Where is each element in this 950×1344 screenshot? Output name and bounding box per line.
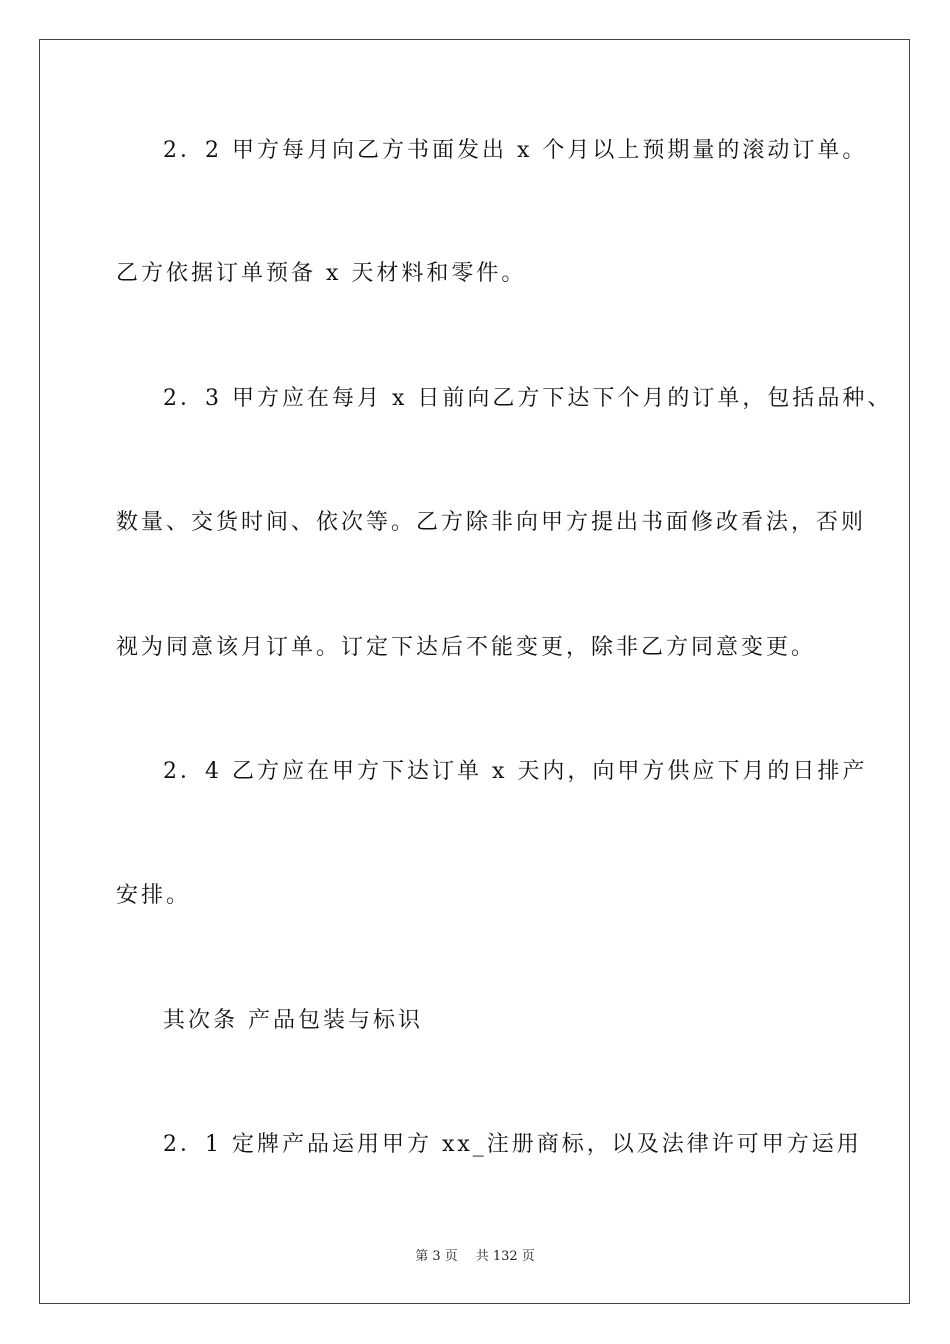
paragraph-line: 视为同意该月订单。订定下达后不能变更，除非乙方同意变更。 [116,635,817,660]
paragraph-line: 2．2 甲方每月向乙方书面发出 x 个月以上预期量的滚动订单。 [163,138,868,163]
page-border [39,39,910,1304]
page-number: 第 3 页 [415,1249,458,1264]
paragraph-line: 数量、交货时间、依次等。乙方除非向甲方提出书面修改看法，否则 [116,510,867,535]
paragraph-line: 安排。 [116,883,192,908]
paragraph-line: 2．1 定牌产品运用甲方 xx_注册商标，以及法律许可甲方运用 [163,1132,862,1157]
paragraph-line: 2．4 乙方应在甲方下达订单 x 天内，向甲方供应下月的日排产 [163,759,868,784]
page-total: 共 132 页 [475,1249,535,1264]
paragraph-line: 乙方依据订单预备 x 天材料和零件。 [116,261,527,286]
paragraph-line: 2．3 甲方应在每月 x 日前向乙方下达下个月的订单，包括品种、 [163,386,893,411]
section-heading: 其次条 产品包装与标识 [163,1008,423,1033]
page-footer [0,1248,950,1266]
